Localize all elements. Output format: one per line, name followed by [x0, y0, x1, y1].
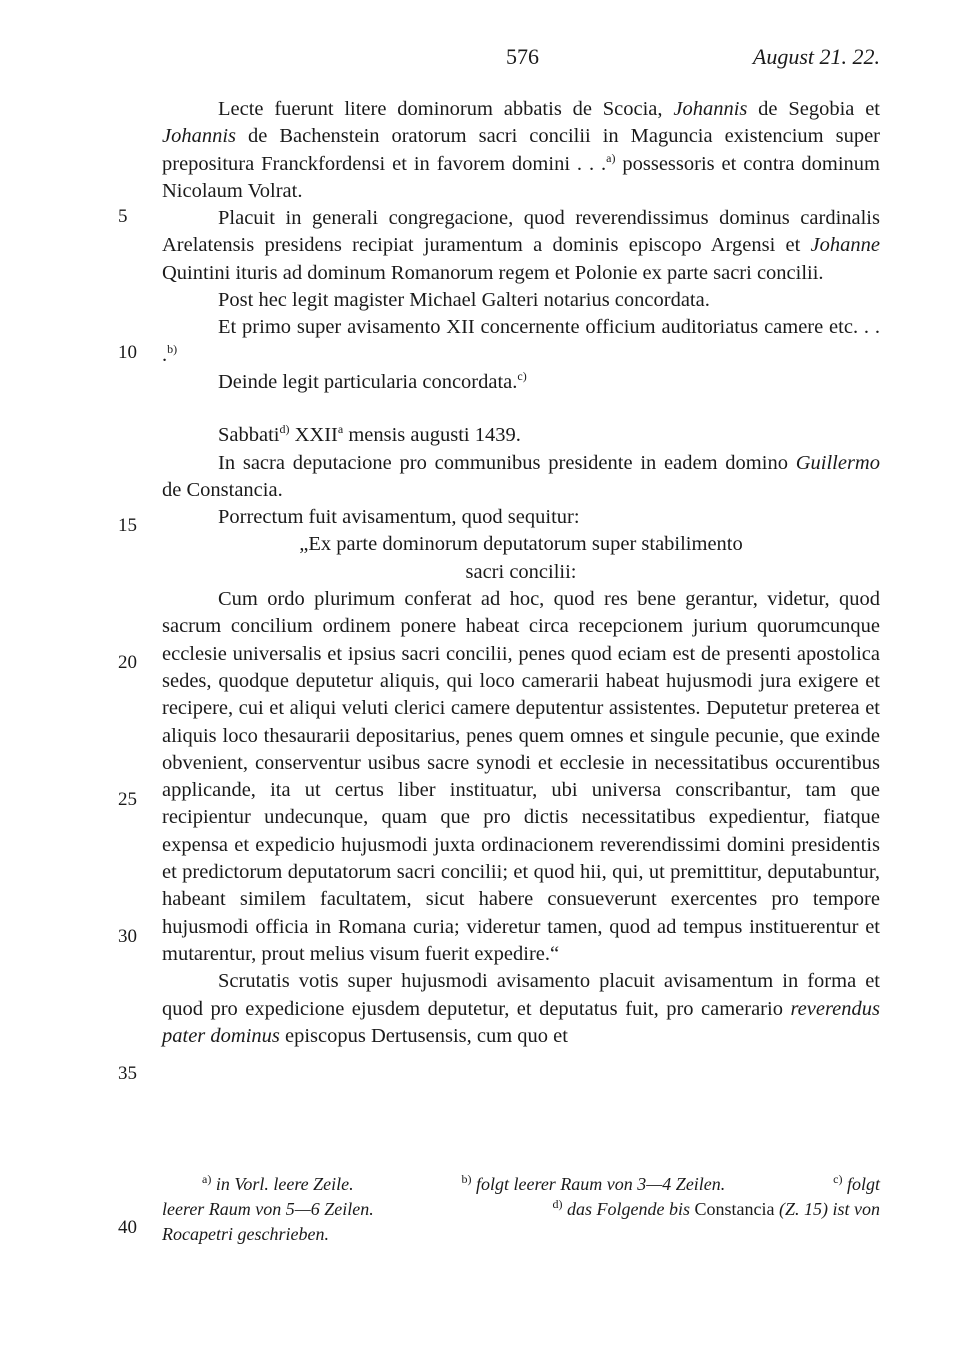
- line-number: 15: [118, 515, 137, 536]
- line-number: 20: [118, 652, 137, 673]
- paragraph: Cum ordo plurimum conferat ad hoc, quod res bene gerantur, videtur, quod sacrum concilium ordinem ponere habeat circa recepcionem jurium quorumcunque ecclesie universalis et ipsius sacri concilii, penes quod eciam est de presenti apostolica sedes, quodque deputetur aliquis, qui loco camerarii habeat hujusmodi jura exigere et recipere, cui et aliqui veluti clerici camere deputentur assistentes. Deputetur preterea et aliquis loco thesaurarii depositarius, penes quem omnes et singule pecunie, que exinde obvenient, conserventur usibus sacre synodi et ecclesie in necessitatibus occurentibus applicande, ita ut certus liber instituatur, ubi universa conscribantur, tam que recipientur undecunque, quam que pro dictis necessitatibus expedientur, fiatque expensa et expedicio hujusmodi juxta ordinacionem reverendissimi domini presidentis et predictorum deputatorum sacri concilii; et quod hii, qui, ut premittitur, deputabuntur, habeant similem facultatem, sicut habere consueverunt exercentes pro tempore hujusmodi officia in Romana curia; videretur tamen, quod ad tempus instituerentur et mutarentur, prout melius visum fuerit expedire.“: [162, 588, 880, 965]
- footnote-b: $^{b)}$ folgt leerer Raum von 3—4 Zeilen.: [461, 1172, 726, 1194]
- footnote-ref: c): [517, 369, 527, 384]
- paragraph: Lecte fuerunt litere dominorum abbatis de Scocia, Johannis de Segobia et Johannis de Bachenstein oratorum sacri concilii in Maguncia existencium super prepositura Franckfordensi et in favorem domini . . .$^{a)}$ possessoris et contra dominum Nicolaum Volrat.: [162, 98, 880, 202]
- paragraph: Post hec legit magister Michael Galteri notarius concordata.: [218, 289, 710, 312]
- paragraph: In sacra deputacione pro communibus presidente in eadem domino Guillermo de Constancia.: [162, 451, 880, 501]
- footnote-d-continued: Rocapetri geschrieben.: [162, 1224, 329, 1244]
- paragraph: Porrectum fuit avisamentum, quod sequitur:: [218, 506, 580, 529]
- footnote-a: $^{a)}$ in Vorl. leere Zeile.: [202, 1172, 354, 1194]
- date-heading: Sabbati$^{d)}$ XXII$^a$ mensis augusti 1439.: [218, 422, 521, 447]
- line-number: 30: [118, 926, 137, 947]
- section-gap: [162, 396, 880, 422]
- line-number: 35: [118, 1063, 137, 1084]
- line-number: 40: [118, 1217, 137, 1238]
- footnote-c: $^{c)}$ folgt: [833, 1172, 880, 1194]
- footnote-ref: b): [167, 341, 178, 356]
- footnote-ref: a): [606, 150, 616, 165]
- page-number: 576: [506, 44, 539, 69]
- footnote-line: [162, 1222, 880, 1247]
- page-header: [0, 44, 960, 74]
- paragraph: Et primo super avisamento XII concernente officium auditoriatus camere etc. . . .$^{b)}$: [162, 316, 880, 366]
- footnote-line: [162, 1197, 880, 1222]
- body-text: [162, 96, 880, 1050]
- line-number: 5: [118, 206, 128, 227]
- footnotes: [162, 1172, 880, 1247]
- paragraph: Scrutatis votis super hujusmodi avisamento placuit avisamentum in forma et quod pro expedicione ejusdem deputetur, et deputatus fuit, pro camerario reverendus pater dominus episcopus Dertusensis, cum quo et: [162, 970, 880, 1047]
- paragraph: Deinde legit particularia concordata.$^{c)}$: [218, 369, 527, 393]
- line-number: 25: [118, 789, 137, 810]
- quote-heading: sacri concilii:: [465, 560, 577, 583]
- running-head: August 21. 22.: [752, 44, 880, 69]
- paragraph: Placuit in generali congregacione, quod reverendissimus dominus cardinalis Arelatensis presidens recipiat juramentum a dominis episcopo Argensi et Johanne Quintini ituris ad dominum Romanorum regem et Polonie ex parte sacri concilii.: [162, 207, 880, 284]
- quote-heading: „Ex parte dominorum deputatorum super stabilimento: [299, 533, 743, 556]
- line-number: 10: [118, 342, 137, 363]
- footnote-ref: d): [279, 422, 290, 437]
- footnote-c-continued: leerer Raum von 5—6 Zeilen.: [162, 1199, 374, 1219]
- footnote-d: $^{d)}$ das Folgende bis Constancia (Z. 15) ist von: [552, 1197, 880, 1219]
- footnote-line: [162, 1172, 880, 1197]
